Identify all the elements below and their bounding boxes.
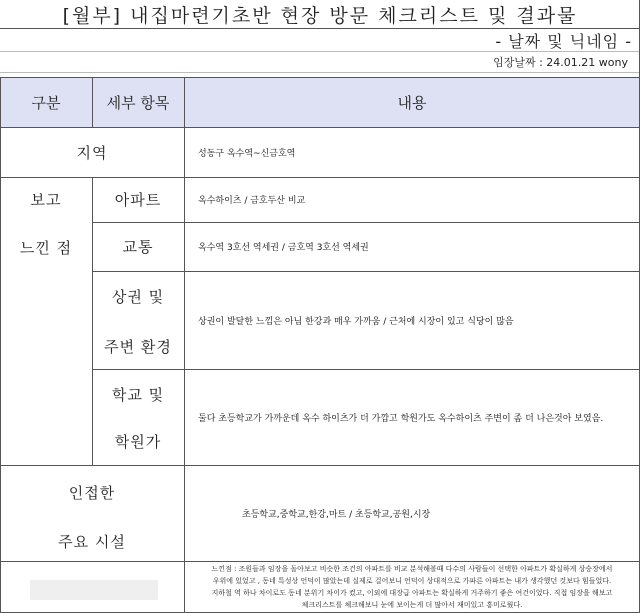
apartment-content: 옥수하이츠 / 금호두산 비교: [198, 196, 306, 206]
table-border-left: [0, 77, 1, 613]
commerce-label-line2: 주변 환경: [104, 337, 172, 356]
facilities-label-line1: 인접한: [68, 483, 116, 502]
impression-note: [184, 562, 640, 612]
feel-group-label-line2: 느낀 점: [19, 238, 73, 257]
note-line: 우위에 있었고 , 동네 특성상 언덕이 많았는데 실제로 걸어보니 언덕이 상대적으로 가파른 아파트는 내가 생각했던 것보다 힘들었다.: [212, 577, 612, 585]
redacted-area: [30, 580, 158, 600]
divider: [0, 72, 640, 73]
note-line: 느낀점 : 조원들과 임장을 돌아보고 비슷한 조건의 아파트를 비교 분석해볼때 다수의 사람들이 선택한 아파트가 확실하게 상승장에서: [211, 565, 613, 573]
note-line: 체크리스트를 체크해보니 눈에 보이는게 더 많아서 재미있고 흥미로웠다.: [301, 601, 523, 609]
commerce-content: 상권이 발달한 느낌은 아님 한강과 매우 가까움 / 근처에 시장이 있고 식당이 많음: [198, 316, 514, 327]
column-divider: [92, 77, 93, 127]
header-detail: 세부 항목: [106, 93, 170, 112]
header-content: 내용: [397, 93, 427, 112]
column-divider: [92, 177, 93, 465]
region-label: 지역: [76, 143, 108, 162]
page-title: [월부] 내집마련기초반 현장 방문 체크리스트 및 결과물: [62, 4, 578, 27]
facilities-label-line2: 주요 시설: [58, 532, 126, 551]
feel-group-label-line1: 보고: [30, 190, 62, 209]
column-divider: [184, 77, 185, 613]
transport-label: 교통: [122, 238, 154, 256]
apartment-label: 아파트: [114, 191, 162, 209]
school-label-line1: 학교 및: [111, 385, 165, 404]
date-nickname-subtitle: - 날짜 및 닉네임 -: [495, 31, 632, 51]
school-label-line2: 학원가: [114, 432, 162, 451]
header-category: 구분: [31, 93, 61, 112]
note-line: 지하철 역 하나 차이로도 동네 분위기 차이가 컸고, 이외에 대장급 아파트는 확실하게 거주하기 좋은 여건이었다. 직접 임장을 해보고: [211, 589, 613, 597]
school-content: 둘다 초등학교가 가까운데 옥수 하이츠가 더 가깝고 학원가도 옥수하이츠 주변이 좀 더 나은것아 보였음.: [198, 413, 604, 424]
visit-date-nickname: 임장날짜 : 24.01.21 wony: [493, 56, 628, 69]
commerce-label-line1: 상권 및: [111, 287, 165, 306]
facilities-content: 초등학교,중학교,한강,마트 / 초등학교,공원,시장: [242, 509, 431, 520]
transport-content: 옥수역 3호선 역세권 / 금호역 3호선 역세권: [198, 243, 369, 253]
region-content: 성동구 옥수역~신금호역: [198, 148, 296, 159]
